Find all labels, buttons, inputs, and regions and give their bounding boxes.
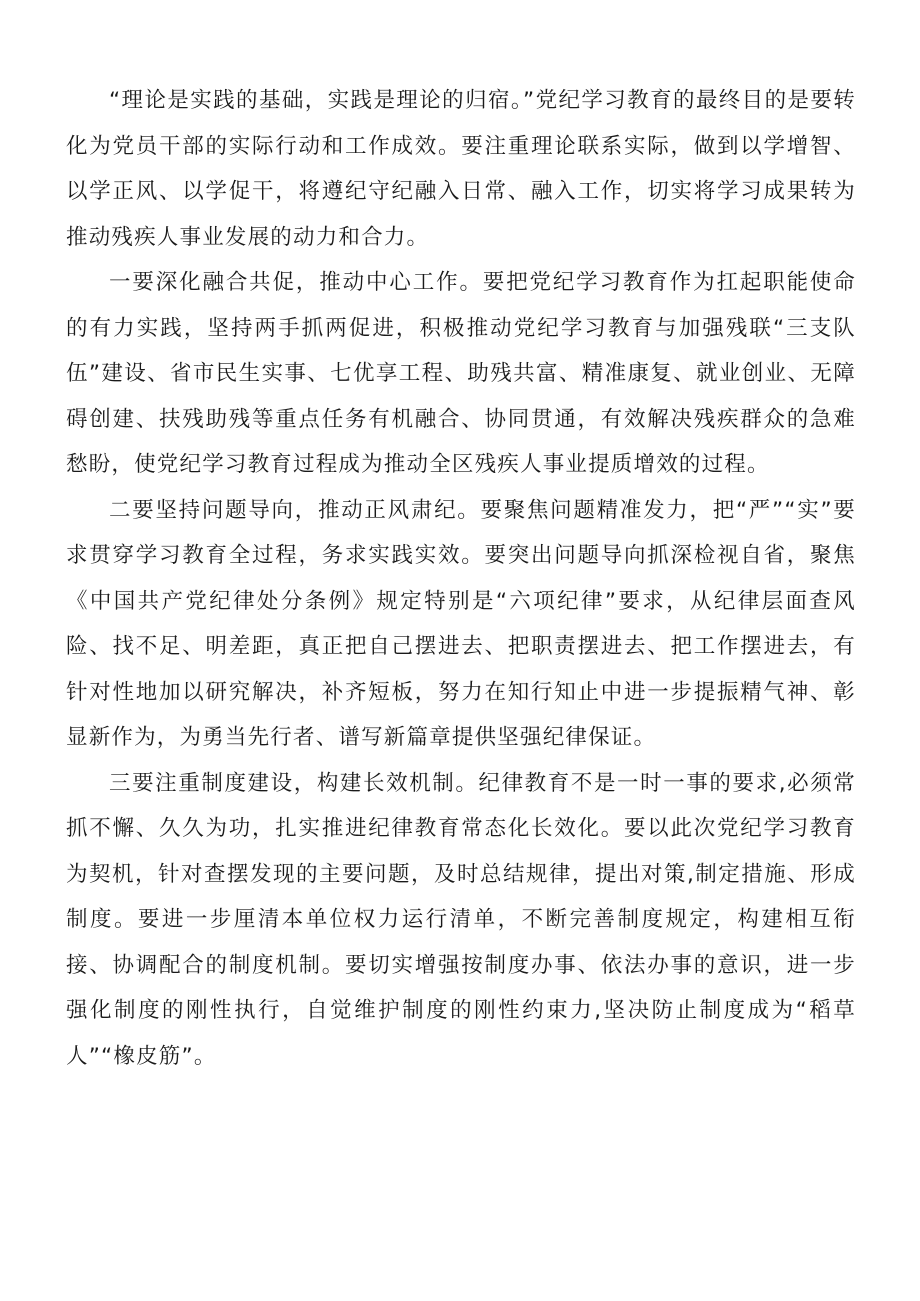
paragraph-intro: “理论是实践的基础，实践是理论的归宿。”党纪学习教育的最终目的是要转化为党员干部的实际行动和工作成效。要注重理论联系实际，做到以学增智、以学正风、以学促干，将遵纪守纪融入日常、融入工作，切实将学习成果转为推动残疾人事业发展的动力和合力。: [66, 88, 856, 250]
paragraph-third-requirement: 三要注重制度建设，构建长效机制。纪律教育不是一时一事的要求,必须常抓不懈、久久为功，扎实推进纪律教育常态化长效化。要以此次党纪学习教育为契机，针对查摆发现的主要问题，及时总结规律，提出对策,制定措施、形成制度。要进一步厘清本单位权力运行清单，不断完善制度规定，构建相互衔接、协调配合的制度机制。要切实增强按制度办事、依法办事的意识，进一步强化制度的刚性执行，自觉维护制度的刚性约束力,坚决防止制度成为“稻草人”“橡皮筋”。: [66, 770, 856, 1069]
paragraph-second-requirement: 二要坚持问题导向，推动正风肃纪。要聚焦问题精准发力，把“严”“实”要求贯穿学习教育全过程，务求实践实效。要突出问题导向抓深检视自省，聚焦《中国共产党纪律处分条例》规定特别是“六项纪律”要求，从纪律层面查风险、找不足、明差距，真正把自己摆进去、把职责摆进去、把工作摆进去，有针对性地加以研究解决，补齐短板，努力在知行知止中进一步提振精气神、彰显新作为，为勇当先行者、谱写新篇章提供坚强纪律保证。: [66, 497, 856, 750]
paragraph-first-requirement: 一要深化融合共促，推动中心工作。要把党纪学习教育作为扛起职能使命的有力实践，坚持两手抓两促进，积极推动党纪学习教育与加强残联“三支队伍”建设、省市民生实事、七优享工程、助残共富、精准康复、就业创业、无障碍创建、扶残助残等重点任务有机融合、协同贯通，有效解决残疾群众的急难愁盼，使党纪学习教育过程成为推动全区残疾人事业提质增效的过程。: [66, 270, 856, 477]
document-body: [66, 78, 856, 1079]
